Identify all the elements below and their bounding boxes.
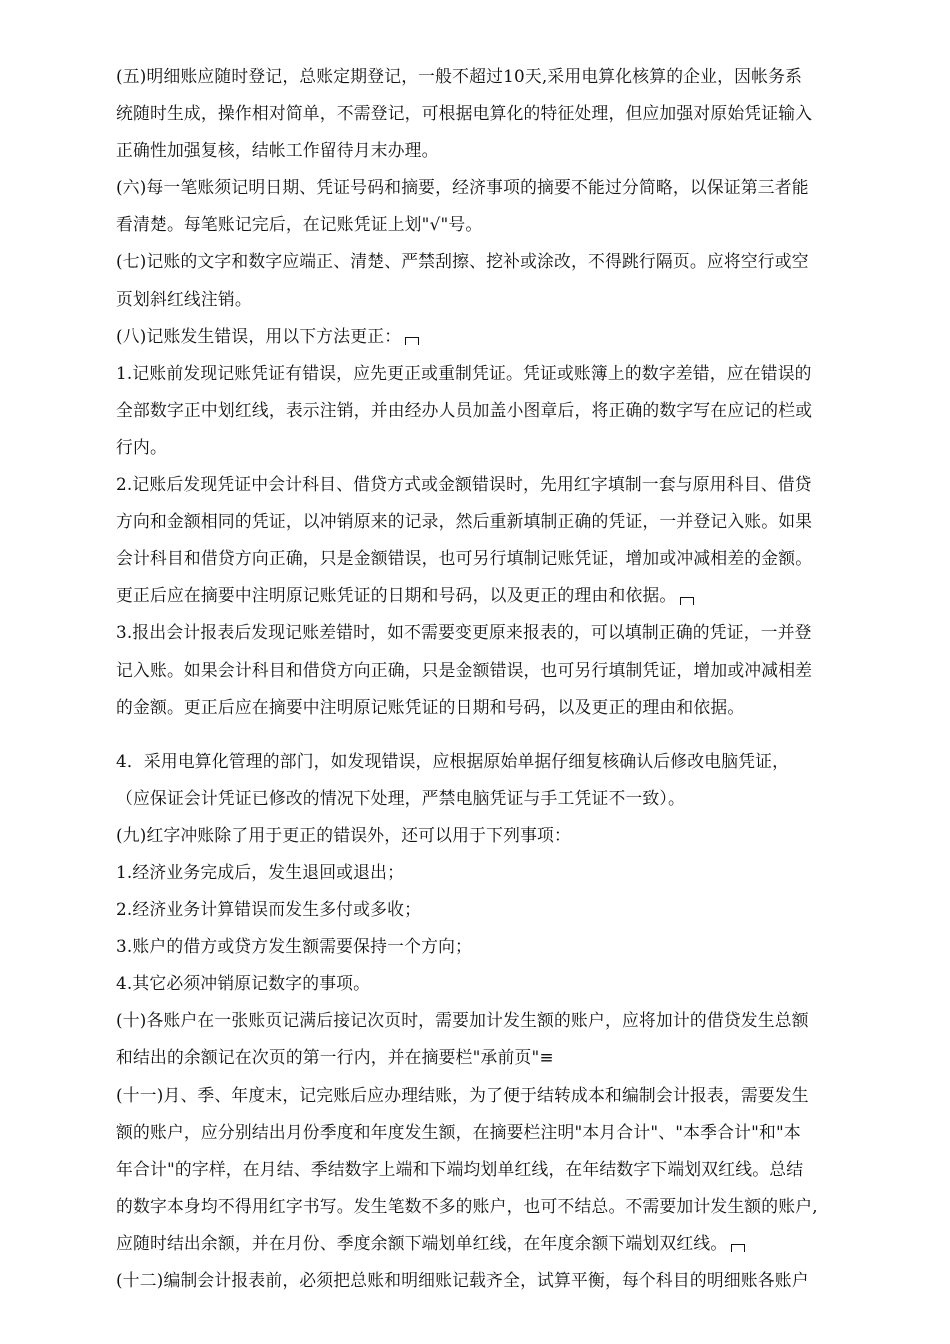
paragraph-5-line-3: 正确性加强复核，结帐工作留待月末办理。 — [116, 140, 439, 161]
return-mark-icon — [680, 597, 694, 605]
paragraph-11-line-5-text: 应随时结出余额，并在月份、季度余额下端划单红线，在年度余额下端划双红线。 — [116, 1232, 728, 1253]
item-8-2-line-2: 方向和金额相同的凭证，以冲销原来的记录，然后重新填制正确的凭证，一并登记入账。如果 — [116, 511, 813, 532]
item-9-1: 1.经济业务完成后，发生退回或退出； — [116, 861, 405, 882]
paragraph-11-line-2: 额的账户，应分别结出月份季度和年度发生额，在摘要栏注明"本月合计"、"本季合计"和"本 — [116, 1121, 801, 1142]
paragraph-9-heading: (九)红字冲账除了用于更正的错误外，还可以用于下列事项： — [116, 824, 572, 845]
item-8-4-line-2: （应保证会计凭证已修改的情况下处理，严禁电脑凭证与手工凭证不一致）。 — [116, 787, 685, 808]
paragraph-gap — [116, 726, 908, 743]
paragraph-11-line-4: 的数字本身均不得用红字书写。发生笔数不多的账户，也可不结总。不需要加计发生额的账户, — [116, 1195, 818, 1216]
item-8-1-line-1: 1.记账前发现记账凭证有错误，应先更正或重制凭证。凭证或账簿上的数字差错，应在错误的 — [116, 362, 812, 383]
paragraph-12-line-1: (十二)编制会计报表前，必须把总账和明细账记载齐全，试算平衡，每个科目的明细账各账户 — [116, 1270, 809, 1290]
item-8-2-line-1: 2.记账后发现凭证中会计科目、借贷方式或金额错误时，先用红字填制一套与原用科目、借贷 — [116, 474, 812, 495]
item-8-2-line-4-text: 更正后应在摘要中注明原记账凭证的日期和号码，以及更正的理由和依据。 — [116, 585, 677, 606]
paragraph-8-heading-text: (八)记账发生错误，用以下方法更正： — [116, 325, 402, 346]
item-8-2-line-4 — [116, 577, 908, 614]
paragraph-6-line-1: (六)每一笔账须记明日期、凭证号码和摘要，经济事项的摘要不能过分简略，以保证第三者能 — [116, 177, 809, 198]
paragraph-6-line-2: 看清楚。每笔账记完后，在记账凭证上划"√"号。 — [116, 214, 483, 235]
paragraph-7-line-2: 页划斜红线注销。 — [116, 288, 252, 309]
item-8-4-line-1: 4．采用电算化管理的部门，如发现错误，应根据原始单据仔细复核确认后修改电脑凭证， — [116, 750, 790, 771]
paragraph-11-line-1: (十一)月、季、年度末，记完账后应办理结账，为了便于结转成本和编制会计报表，需要发生 — [116, 1084, 809, 1105]
paragraph-10-line-1: (十)各账户在一张账页记满后接记次页时，需要加计发生额的账户，应将加计的借贷发生总额 — [116, 1010, 809, 1031]
document-page — [116, 58, 908, 1299]
item-8-3-line-1: 3.报出会计报表后发现记账差错时，如不需要变更原来报表的，可以填制正确的凭证，一并登 — [116, 622, 812, 643]
paragraph-11-line-5 — [116, 1225, 908, 1262]
item-8-2-line-3: 会计科目和借贷方向正确，只是金额错误，也可另行填制记账凭证，增加或冲减相差的金额。 — [116, 548, 813, 569]
return-mark-icon — [405, 337, 419, 345]
return-mark-icon — [731, 1244, 745, 1252]
item-8-1-line-3: 行内。 — [116, 436, 167, 457]
item-9-2: 2.经济业务计算错误而发生多付或多收； — [116, 899, 422, 920]
item-9-3: 3.账户的借方或贷方发生额需要保持一个方向； — [116, 936, 473, 957]
paragraph-5-line-2: 统随时生成，操作相对简单，不需登记，可根据电算化的特征处理，但应加强对原始凭证输入 — [116, 103, 813, 124]
item-8-3-line-3: 的金额。更正后应在摘要中注明原记账凭证的日期和号码，以及更正的理由和依据。 — [116, 696, 745, 717]
paragraph-11-line-3: 年合计"的字样，在月结、季结数字上端和下端均划单红线，在年结数字下端划双红线。总结 — [116, 1158, 804, 1179]
paragraph-5-line-1: (五)明细账应随时登记，总账定期登记，一般不超过10天,采用电算化核算的企业，因帐务系 — [116, 66, 803, 86]
item-9-4: 4.其它必须冲销原记数字的事项。 — [116, 973, 371, 994]
item-8-1-line-2: 全部数字正中划红线，表示注销，并由经办人员加盖小图章后，将正确的数字写在应记的栏或 — [116, 399, 813, 420]
paragraph-10-line-2: 和结出的余额记在次页的第一行内，并在摘要栏"承前页"≡ — [116, 1047, 554, 1068]
item-8-3-line-2: 记入账。如果会计科目和借贷方向正确，只是金额错误，也可另行填制凭证，增加或冲减相差 — [116, 659, 813, 680]
paragraph-8-heading — [116, 318, 908, 355]
paragraph-7-line-1: (七)记账的文字和数字应端正、清楚、严禁刮擦、挖补或涂改，不得跳行隔页。应将空行或空 — [116, 251, 809, 272]
